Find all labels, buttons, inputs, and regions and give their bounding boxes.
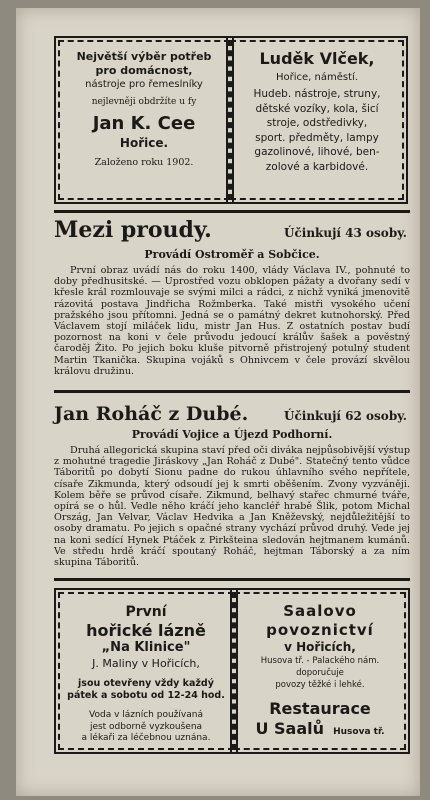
ad-goods-line: stroje, odstředivky, [266,117,368,129]
divider-rule [54,390,410,393]
ad-line: Největší výběr potřeb [76,50,212,63]
ad-restaurant-street: Husova tř. [333,727,385,737]
ad-note: a lékaři za léčebnou uznána. [81,733,211,743]
ad-address: Hořice, náměstí. [276,72,358,83]
ad-goods-line: dětské vozíky, kola, šicí [255,102,379,115]
article-title: Mezi proudy. [54,217,212,243]
ad-company-name: Luděk Vlček, [259,49,375,68]
program-page [16,8,420,796]
article-title: Jan Roháč z Dubé. [54,403,249,425]
ad-founded: Založeno roku 1902. [94,157,194,168]
ad-goods-line: sport. předměty, lampy [255,131,379,144]
article-cast: Účinkují 43 osoby. [284,226,407,240]
ad-line: nástroje pro řemeslníky [85,79,203,90]
ad-goods-line: zolové a karbidové. [265,160,369,173]
ad-get-text: nejlevněji obdržíte u fy [91,97,197,107]
ad-saalovo-povoznictvi [234,592,406,750]
ad-restaurant: Restaurace [269,699,371,718]
article-cast: Účinkují 62 osoby. [284,409,407,423]
ad-line: pro domácnost, [95,64,193,77]
ad-hours: pátek a sobotu od 12-24 hod. [67,690,225,701]
ad-company-name: Jan K. Cee [92,113,196,134]
ad-jan-k-cee [58,40,230,200]
ad-ludek-vlcek [230,40,404,200]
ad-note: jest odborně vyzkoušena [89,721,203,732]
ad-line: povoznictví [266,621,374,639]
ad-restaurant-name: U Saalů [255,719,325,738]
article-performers: Provádí Ostroměř a Sobčice. [144,248,320,261]
ad-line: hořické lázně [86,621,206,640]
ad-line: První [125,604,167,620]
ad-address: Husova tř. - Palackého nám. [260,656,380,666]
article-body: První obraz uvádí nás do roku 1400, vlády Václava IV., pohnuté to doby předhusitské. — Uprostřed vozu obklopen pážaty a dvořany sedí v křesle král rozmlouvaje se svými milci a rádci, z nichž vyniká jmenovitě rázovitá postava Jindřicha Rožmberka. Také mistři vysokého učení pražského jsou přítomni. Jedná se o památný dekret kutnohorský. Před Václavem stojí miláček lidu, mistr Jan Hus. Z ostatních postav budí pozornost na koni v čele průvodu jedoucí králův šašek a pověstný čaroděj Žito. Po jejich boku kluše pitvorně přistrojený potulný student Martin Tkanička. Skupina vojáků s Ohnivcem v čele provází skvělou královu družinu. [54,265,410,377]
ad-note: Voda v lázních používaná [89,710,203,720]
ad-spa-na-klinice [58,592,234,750]
divider-rule [54,210,410,213]
ad-line: J. Maliny v Hořicích, [92,657,200,670]
article-performers: Provádí Vojice a Újezd Podhorní. [131,428,333,441]
ad-line: Saalovo [283,602,357,620]
ad-line: „Na Klinice" [101,640,191,655]
divider-rule [54,578,410,581]
ad-goods-line: Hudeb. nástroje, struny, [253,88,381,100]
ad-service: povozy těžké i lehké. [275,680,365,690]
ad-line: v Hořicích, [284,640,356,654]
ad-hours: jsou otevřeny vždy každý [78,678,214,689]
ad-goods-line: gazolinové, lihové, ben- [254,146,380,158]
ad-recommends: doporučuje [296,668,344,678]
ad-town: Hořice. [119,136,169,150]
article-body: Druhá allegorická skupina staví před oči diváka nejpůsobivější výstup z mohutné tragedie Jiráskovy „Jan Roháč z Dubé". Statečný tento vůdce Táboritů po dobytí Sionu padne do rukou úhlavního svého nepřítele, císaře Zikmunda, který odsoudí jej k smrti oběšením. Zvony vyzváněji. Kolem běře se průvod císaře. Zikmund, belhavý stařec chmurné tváře, opírá se o hůl. Vedle něho kráčí jeho kancléř hrabě Šlik, potom Michal Ország, Jan Velvar, Václav Hedvika a Jan Kněževský, nejdůležitější to osoby dramatu. Po jejich s opačné strany vychází průvod druhý. Vede jej na koni sedící Hynek Ptáček z Pirkšteina sledován hejtmanem kumánů. Ve středu hrdě kráčí spoutaný Roháč, hejtman Táborský a za ním skupina Táboritů. [54,445,410,569]
